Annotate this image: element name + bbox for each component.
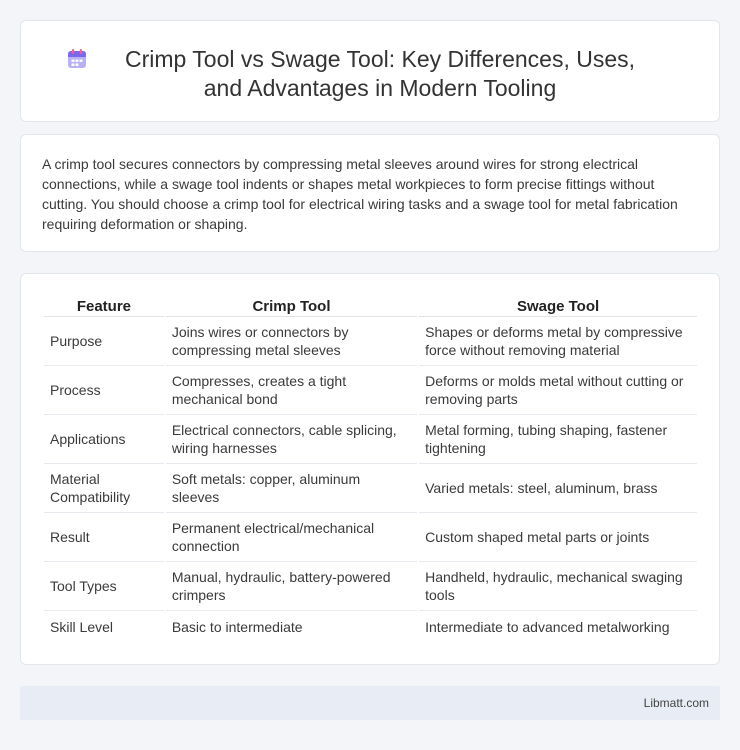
row-feature: Purpose [44, 317, 164, 366]
row-feature: Tool Types [44, 562, 164, 611]
row-swage: Metal forming, tubing shaping, fastener tightening [419, 415, 697, 464]
row-crimp: Compresses, creates a tight mechanical bond [166, 366, 417, 415]
table-row [44, 464, 697, 513]
table-row [44, 513, 697, 562]
comparison-table-card [20, 273, 720, 665]
row-crimp: Joins wires or connectors by compressing metal sleeves [166, 317, 417, 366]
header-feature: Feature [44, 295, 164, 317]
table-row [44, 562, 697, 611]
header-crimp-tool: Crimp Tool [166, 295, 417, 317]
row-feature: Applications [44, 415, 164, 464]
row-crimp: Permanent electrical/mechanical connection [166, 513, 417, 562]
comparison-table [42, 295, 699, 643]
header-swage-tool: Swage Tool [419, 295, 697, 317]
table-row [44, 366, 697, 415]
footer-site-link[interactable]: Libmatt.com [643, 696, 709, 710]
row-swage: Handheld, hydraulic, mechanical swaging tools [419, 562, 697, 611]
title-card [20, 20, 720, 122]
row-swage: Varied metals: steel, aluminum, brass [419, 464, 697, 513]
table-row [44, 317, 697, 366]
row-feature: Result [44, 513, 164, 562]
row-crimp: Basic to intermediate [171, 619, 303, 635]
row-feature: Material Compatibility [44, 464, 164, 513]
intro-paragraph: A crimp tool secures connectors by compressing metal sleeves around wires for strong electrical connections, while a swage tool indents or shapes metal workpieces to form precise fittings without cutting. You should choose a crimp tool for electrical wiring tasks and a swage tool for metal fabrication requiring deformation or shaping. [42, 156, 678, 232]
row-swage: Intermediate to advanced metalworking [425, 619, 670, 635]
row-feature: Process [44, 366, 164, 415]
row-crimp: Soft metals: copper, aluminum sleeves [166, 464, 417, 513]
row-swage: Deforms or molds metal without cutting or removing parts [419, 366, 697, 415]
row-swage: Shapes or deforms metal by compressive force without removing material [419, 317, 697, 366]
table-row [44, 611, 697, 643]
table-header-row [44, 295, 697, 317]
page-title: Crimp Tool vs Swage Tool: Key Differences, Uses, and Advantages in Modern Tooling [124, 46, 636, 101]
footer-bar [20, 686, 720, 720]
intro-card [20, 134, 720, 252]
row-crimp: Manual, hydraulic, battery-powered crimpers [166, 562, 417, 611]
row-crimp: Electrical connectors, cable splicing, wiring harnesses [166, 415, 417, 464]
row-feature: Skill Level [50, 619, 114, 635]
table-row [44, 415, 697, 464]
row-swage: Custom shaped metal parts or joints [419, 513, 697, 562]
